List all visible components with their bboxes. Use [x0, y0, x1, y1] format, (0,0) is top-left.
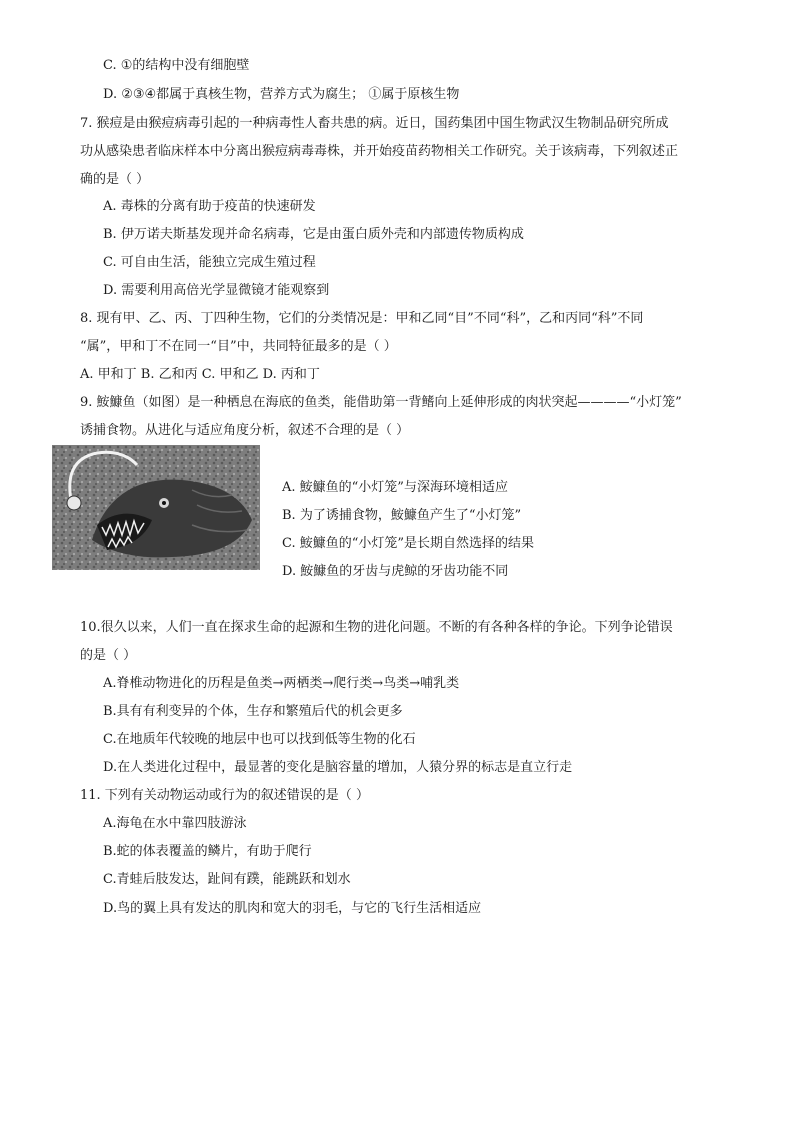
- q6-option-c: C. ①的结构中没有细胞壁: [103, 58, 250, 73]
- q7-option-d: D. 需要利用高倍光学显微镜才能观察到: [103, 283, 330, 298]
- q10-option-b: B.具有有利变异的个体，生存和繁殖后代的机会更多: [103, 704, 403, 719]
- q7-stem-line-3: 确的是（ ）: [80, 172, 150, 187]
- q8-options: A. 甲和丁 B. 乙和丙 C. 甲和乙 D. 丙和丁: [80, 367, 320, 382]
- q11-option-c: C.青蛙后肢发达，趾间有蹼，能跳跃和划水: [103, 872, 351, 887]
- q10-stem-line-1: 10.很久以来，人们一直在探求生命的起源和生物的进化问题。不断的有各种各样的争论。下列争论错误: [80, 620, 673, 635]
- q11-stem: 11. 下列有关动物运动或行为的叙述错误的是（ ）: [80, 788, 369, 803]
- q7-option-a: A. 毒株的分离有助于疫苗的快速研发: [103, 199, 316, 214]
- q11-option-a: A.海龟在水中靠四肢游泳: [103, 816, 247, 831]
- q8-stem-line-2: “属”，甲和丁不在同一“目”中，共同特征最多的是（ ）: [80, 339, 397, 354]
- anglerfish-illustration: [52, 445, 260, 570]
- q9-stem-line-1: 9. 鮟鱇鱼（如图）是一种栖息在海底的鱼类，能借助第一背鳍向上延伸形成的肉状突起————“小灯笼”: [80, 395, 682, 410]
- q11-option-d: D.鸟的翼上具有发达的肌肉和宽大的羽毛，与它的飞行生活相适应: [103, 901, 482, 916]
- q9-option-d: D. 鮟鱇鱼的牙齿与虎鲸的牙齿功能不同: [282, 564, 509, 579]
- q9-stem-line-2: 诱捕食物。从进化与适应角度分析，叙述不合理的是（ ）: [80, 423, 410, 438]
- q9-option-c: C. 鮟鱇鱼的“小灯笼”是长期自然选择的结果: [282, 536, 535, 551]
- q9-option-b: B. 为了诱捕食物，鮟鱇鱼产生了“小灯笼”: [282, 508, 522, 523]
- q7-stem-line-2: 功从感染患者临床样本中分离出猴痘病毒毒株，并开始疫苗药物相关工作研究。关于该病毒，下列叙述正: [80, 144, 679, 159]
- q10-option-a: A.脊椎动物进化的历程是鱼类→两栖类→爬行类→鸟类→哺乳类: [103, 676, 460, 691]
- q7-option-b: B. 伊万诺夫斯基发现并命名病毒，它是由蛋白质外壳和内部遗传物质构成: [103, 227, 524, 242]
- q7-stem-line-1: 7. 猴痘是由猴痘病毒引起的一种病毒性人畜共患的病。近日，国药集团中国生物武汉生物制品研究所成: [80, 116, 669, 131]
- q11-option-b: B.蛇的体表覆盖的鳞片，有助于爬行: [103, 844, 312, 859]
- anglerfish-figure: [52, 445, 260, 570]
- q9-option-a: A. 鮟鱇鱼的“小灯笼”与深海环境相适应: [282, 480, 508, 495]
- q6-option-d: D. ②③④都属于真核生物，营养方式为腐生； ①属于原核生物: [103, 87, 460, 102]
- q10-option-c: C.在地质年代较晚的地层中也可以找到低等生物的化石: [103, 732, 416, 747]
- q10-option-d: D.在人类进化过程中，最显著的变化是脑容量的增加，人猿分界的标志是直立行走: [103, 760, 573, 775]
- q10-stem-line-2: 的是（ ）: [80, 648, 137, 663]
- q8-stem-line-1: 8. 现有甲、乙、丙、丁四种生物，它们的分类情况是：甲和乙同“目”不同“科”，乙和丙同“科”不同: [80, 311, 644, 326]
- q7-option-c: C. 可自由生活，能独立完成生殖过程: [103, 255, 316, 270]
